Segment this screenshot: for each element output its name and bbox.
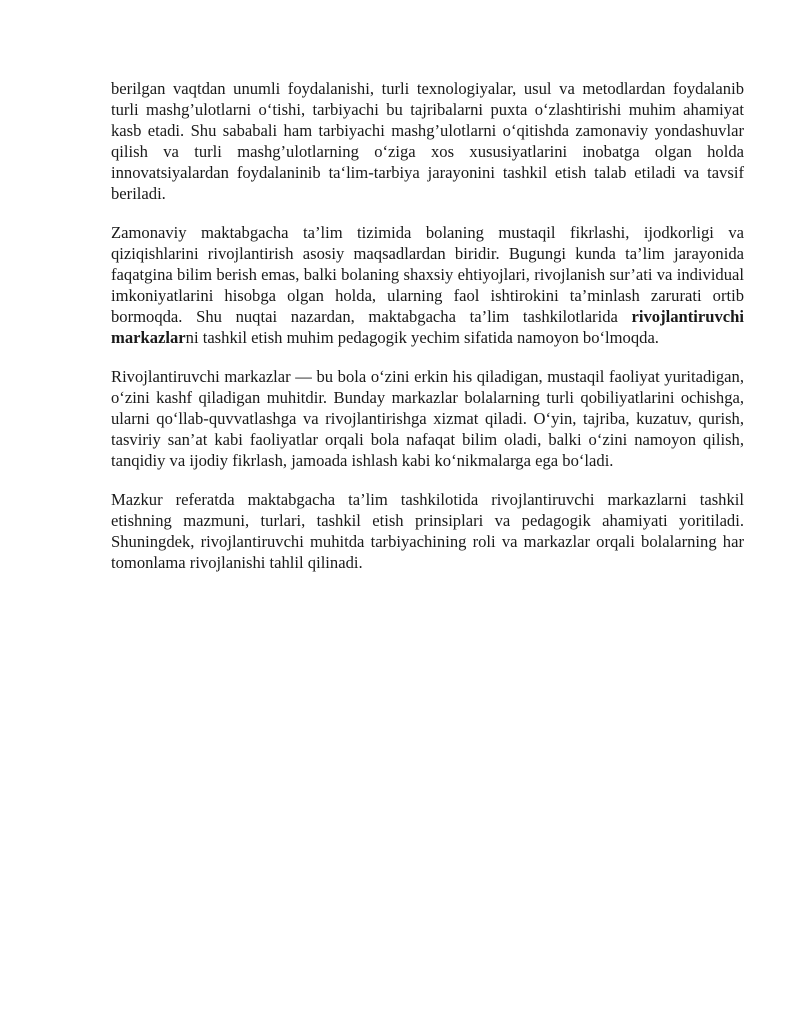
paragraph-2-text-before: Zamonaviy maktabgacha ta’lim tizimida bolaning mustaqil fikrlashi, ijodkorligi va qiziqishlarini rivojlantirish asosiy maqsadlardan biridir. Bugungi kunda ta’lim jarayonida faqatgina bilim berish emas, balki bolaning shaxsiy ehtiyojlari, rivojlanish sur’ati va individual imkoniyatlarini hisobga olgan holda, ularning faol ishtirokini ta’minlash zarurati ortib bormoqda. Shu nuqtai nazardan, maktabgacha ta’lim tashkilotlarida	[111, 223, 744, 326]
paragraph-1-text: berilgan vaqtdan unumli foydalanishi, turli texnologiyalar, usul va metodlardan foydalanib turli mashg’ulotlarni o‘tishi, tarbiyachi bu tajribalarni puxta o‘zlashtirishi muhim ahamiyat kasb etadi. Shu sababali ham tarbiyachi mashg’ulotlarni o‘qitishda zamonaviy yondashuvlar qilish va turli mashg’ulotlarning o‘ziga xos xususiyatlarini inobatga olgan holda innovatsiyalardan foydalaninib ta‘lim-tarbiya jarayonini tashkil etish talab etiladi va tavsif beriladi.	[111, 79, 744, 203]
document-page	[111, 78, 744, 591]
paragraph-2-text-after: ni tashkil etish muhim pedagogik yechim sifatida namoyon bo‘lmoqda.	[185, 328, 659, 347]
paragraph-3-text: Rivojlantiruvchi markazlar — bu bola o‘zini erkin his qiladigan, mustaqil faoliyat yuritadigan, o‘zini kashf qiladigan muhitdir. Bunday markazlar bolalarning turli qobiliyatlarini ochishga, ularni qo‘llab-quvvatlashga va rivojlantirishga xizmat qiladi. O‘yin, tajriba, kuzatuv, qurish, tasviriy san’at kabi faoliyatlar orqali bola nafaqat bilim oladi, balki o‘zini namoyon qilish, tanqidiy va ijodiy fikrlash, jamoada ishlash kabi ko‘nikmalarga ega bo‘ladi.	[111, 367, 744, 470]
paragraph-2-bold-term: rivojlantiruvchi markazlar	[111, 307, 744, 347]
paragraph-2	[111, 222, 744, 348]
paragraph-1	[111, 78, 744, 204]
paragraph-4	[111, 489, 744, 573]
paragraph-4-text: Mazkur referatda maktabgacha ta’lim tashkilotida rivojlantiruvchi markazlarni tashkil etishning mazmuni, turlari, tashkil etish prinsiplari va pedagogik ahamiyati yoritiladi. Shuningdek, rivojlantiruvchi muhitda tarbiyachining roli va markazlar orqali bolalarning har tomonlama rivojlanishi tahlil qilinadi.	[111, 490, 744, 572]
paragraph-3	[111, 366, 744, 471]
